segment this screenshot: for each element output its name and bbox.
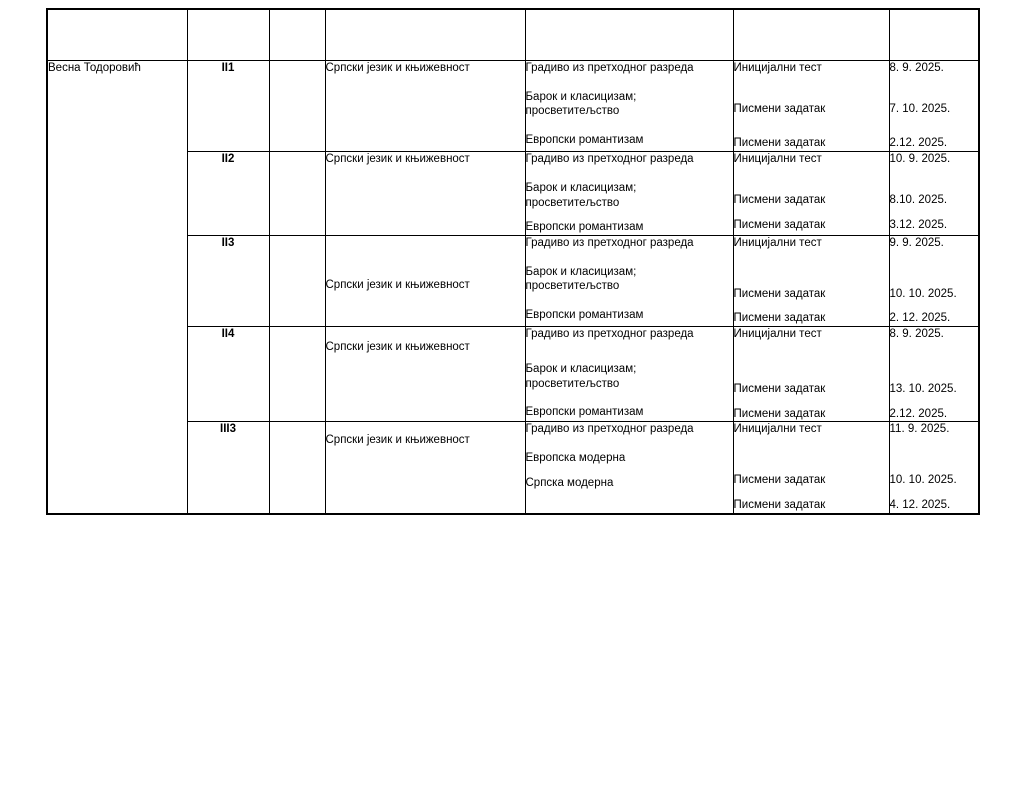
topic-text: Европски романтизам xyxy=(525,221,644,234)
type-text: Иницијални тест xyxy=(733,237,822,250)
topic-cell xyxy=(525,422,733,514)
date-text: 8. 9. 2025. xyxy=(889,328,944,341)
type-text: Писмени задатак xyxy=(733,382,826,395)
topic-text: Барок и класицизам; просветитељство xyxy=(525,265,637,293)
topic-text: Европска модерна xyxy=(525,452,626,465)
header-cell-subject xyxy=(325,9,525,61)
subject-label: Српски језик и књижевност xyxy=(325,152,525,236)
date-text: 8. 9. 2025. xyxy=(889,62,944,74)
topic-text: Српска модерна xyxy=(525,476,614,489)
type-cell xyxy=(733,152,889,236)
subject-label: Српски језик и књижевност xyxy=(325,422,525,514)
schedule-table xyxy=(46,8,980,515)
type-text: Писмени задатак xyxy=(733,193,826,206)
date-text: 2.12. 2025. xyxy=(889,137,948,150)
spacer-cell xyxy=(269,61,325,152)
type-text: Иницијални тест xyxy=(733,153,822,166)
topic-text: Градиво из претходног разреда xyxy=(525,423,694,436)
schedule-table-wrapper xyxy=(46,8,978,515)
type-text: Писмени задатак xyxy=(733,218,826,231)
teacher-name-cell: Весна Тодоровић xyxy=(47,61,187,514)
topic-text: Барок и класицизам; просветитељство xyxy=(525,362,637,390)
spacer-cell xyxy=(269,327,325,422)
topic-text: Градиво из претходног разреда xyxy=(525,237,694,250)
class-label: II3 xyxy=(187,236,269,327)
topic-text: Барок и класицизам; просветитељство xyxy=(525,90,637,118)
topic-cell xyxy=(525,327,733,422)
date-text: 4. 12. 2025. xyxy=(889,498,951,511)
date-text: 10. 10. 2025. xyxy=(889,474,957,487)
topic-text: Барок и класицизам; просветитељство xyxy=(525,181,637,209)
class-label: II1 xyxy=(187,61,269,152)
class-label: III3 xyxy=(187,422,269,514)
topic-text: Европски романтизам xyxy=(525,309,644,322)
type-text: Писмени задатак xyxy=(733,287,826,300)
type-text: Писмени задатак xyxy=(733,137,826,150)
date-text: 10. 9. 2025. xyxy=(889,153,951,166)
header-cell-teacher xyxy=(47,9,187,61)
date-cell xyxy=(889,61,979,152)
type-text: Писмени задатак xyxy=(733,407,826,420)
header-cell-type xyxy=(733,9,889,61)
date-text: 9. 9. 2025. xyxy=(889,237,944,250)
topic-cell xyxy=(525,236,733,327)
header-cell-blank xyxy=(269,9,325,61)
class-label: II4 xyxy=(187,327,269,422)
subject-label: Српски језик и књижевност xyxy=(325,61,525,152)
date-cell xyxy=(889,236,979,327)
date-text: 2. 12. 2025. xyxy=(889,312,951,325)
type-text: Писмени задатак xyxy=(733,498,826,511)
topic-text: Градиво из претходног разреда xyxy=(525,153,694,166)
spacer-cell xyxy=(269,422,325,514)
type-text: Писмени задатак xyxy=(733,312,826,325)
type-text: Иницијални тест xyxy=(733,423,822,436)
spacer-cell xyxy=(269,152,325,236)
class-label: II2 xyxy=(187,152,269,236)
header-cell-topic xyxy=(525,9,733,61)
type-cell xyxy=(733,422,889,514)
type-text: Писмени задатак xyxy=(733,474,826,487)
type-text: Писмени задатак xyxy=(733,102,826,115)
spacer-cell xyxy=(269,236,325,327)
type-text: Иницијални тест xyxy=(733,62,822,74)
topic-text: Градиво из претходног разреда xyxy=(525,62,694,74)
date-text: 3.12. 2025. xyxy=(889,218,948,231)
topic-text: Градиво из претходног разреда xyxy=(525,328,694,341)
date-cell xyxy=(889,152,979,236)
date-text: 8.10. 2025. xyxy=(889,193,948,206)
date-text: 13. 10. 2025. xyxy=(889,382,957,395)
type-text: Иницијални тест xyxy=(733,328,822,341)
table-row xyxy=(47,327,979,422)
date-text: 10. 10. 2025. xyxy=(889,287,957,300)
type-cell xyxy=(733,236,889,327)
subject-label: Српски језик и књижевност xyxy=(325,236,525,327)
table-row xyxy=(47,236,979,327)
date-text: 7. 10. 2025. xyxy=(889,102,951,115)
subject-label: Српски језик и књижевност xyxy=(325,327,525,422)
topic-text: Европски романтизам xyxy=(525,134,644,147)
type-cell xyxy=(733,61,889,152)
date-cell xyxy=(889,422,979,514)
table-row xyxy=(47,61,979,152)
topic-text: Европски романтизам xyxy=(525,406,644,419)
header-cell-class xyxy=(187,9,269,61)
table-row xyxy=(47,152,979,236)
topic-cell xyxy=(525,61,733,152)
type-cell xyxy=(733,327,889,422)
date-text: 11. 9. 2025. xyxy=(889,423,950,436)
topic-cell xyxy=(525,152,733,236)
table-row xyxy=(47,422,979,514)
table-header-row xyxy=(47,9,979,61)
date-cell xyxy=(889,327,979,422)
header-cell-date xyxy=(889,9,979,61)
date-text: 2.12. 2025. xyxy=(889,407,948,420)
